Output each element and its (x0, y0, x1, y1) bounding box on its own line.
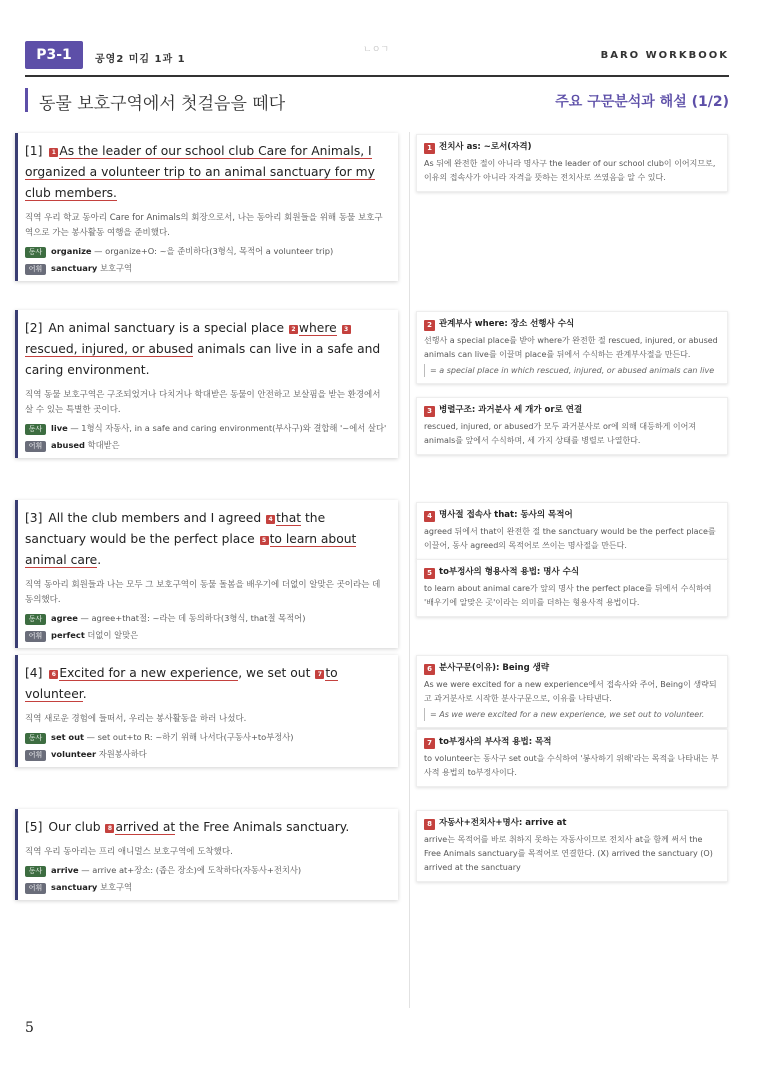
sentence-text: to volunteer (25, 666, 338, 701)
english-sentence (25, 663, 390, 705)
verb-word: live (51, 423, 68, 433)
section-title: 주요 구문분석과 해설 (1/2) (555, 94, 729, 110)
verb-desc: — set out+to R: ~하기 위해 나서다(구동사+to부정사) (84, 732, 294, 742)
note-example: = As we were excited for a new experience, we set out to volunteer. (424, 708, 720, 721)
note-example: = a special place in which rescued, injured, or abused animals can live (424, 364, 720, 377)
sentence-text: An animal sanctuary is a special place (48, 321, 288, 335)
english-sentence (25, 141, 390, 204)
note-number-badge: 1 (424, 143, 435, 154)
verb-row (25, 731, 390, 744)
verb-word: set out (51, 732, 84, 742)
english-sentence (25, 817, 390, 838)
sentence-text: , we set out (238, 666, 315, 680)
verb-desc: — 1형식 자동사, in a safe and caring environment(부사구)와 결합해 '~에서 살다' (67, 423, 387, 433)
vocab-tag: 어휘 (25, 441, 46, 452)
note-number-badge: 8 (424, 819, 435, 830)
brand-label: BARO WORKBOOK (600, 50, 729, 61)
note-box-5 (416, 559, 728, 617)
verb-row (25, 422, 390, 435)
note-box-3 (416, 397, 728, 455)
note-heading (424, 404, 720, 417)
verb-word: organize (51, 246, 92, 256)
vocab-desc: 자원봉사하다 (96, 749, 147, 759)
vocab-row (25, 262, 390, 275)
note-marker: 3 (342, 325, 351, 334)
vocab-desc: 보호구역 (97, 263, 133, 273)
sentence-text: to learn about animal care (25, 532, 357, 567)
note-number-badge: 2 (424, 320, 435, 331)
verb-word: agree (51, 613, 78, 623)
verb-desc: — agree+that절: ~라는 데 동의하다(3형식, that절 목적어) (77, 613, 306, 623)
sentence-text: where (298, 321, 337, 335)
note-heading (424, 566, 720, 579)
vocab-desc: 학대받은 (84, 440, 120, 450)
verb-tag: 동사 (25, 866, 46, 877)
note-heading (424, 736, 720, 749)
vocab-tag: 어휘 (25, 264, 46, 275)
note-title: 자동사+전치사+명사: arrive at (439, 818, 567, 828)
korean-translation: 직역 우리 동아리는 프리 애니멀스 보호구역에 도착했다. (25, 847, 233, 857)
sentence-text: Excited for a new experience (59, 666, 239, 680)
english-sentence (25, 508, 390, 571)
verb-tag: 동사 (25, 614, 46, 625)
note-heading (424, 509, 720, 522)
note-marker: 1 (49, 148, 58, 157)
verb-word: arrive (51, 865, 79, 875)
verb-row (25, 612, 390, 625)
sentence-text (337, 321, 341, 335)
vocab-tag: 어휘 (25, 883, 46, 894)
page-number: 5 (25, 1020, 34, 1036)
note-body: 선행사 a special place를 받아 where가 완전한 절 rescued, injured, or abused animals can live를 이끌며 place를 뒤에서 수식하는 관계부사절을 만든다. (424, 336, 718, 359)
note-number-badge: 4 (424, 511, 435, 522)
vocab-word: abused (51, 440, 85, 450)
verb-desc: — arrive at+장소: (좁은 장소)에 도착하다(자동사+전치사) (78, 865, 302, 875)
sentence-text: arrived at (115, 820, 176, 834)
note-number-badge: 5 (424, 568, 435, 579)
vocab-word: sanctuary (51, 263, 98, 273)
header-mark: ㄴㅇㄱ (363, 45, 390, 55)
vocab-row (25, 439, 390, 452)
sentence-text: the sanctuary would be the perfect place (25, 511, 326, 546)
lesson-subtitle: 공영2 미김 1과 1 (95, 54, 186, 65)
note-box-6 (416, 655, 728, 728)
sentence-text: . (97, 553, 102, 567)
note-marker: 7 (315, 670, 324, 679)
note-body: to learn about animal care가 앞의 명사 the perfect place를 뒤에서 수식하여 '배우기에 알맞은 곳'이라는 의미를 더하는 형용사적 용법이다. (424, 584, 712, 607)
note-box-1 (416, 134, 728, 192)
sentence-card-4 (15, 655, 398, 767)
note-marker: 4 (266, 515, 275, 524)
note-box-8 (416, 810, 728, 882)
sentence-text: that (276, 511, 302, 525)
verb-row (25, 864, 390, 877)
sentence-text: Our club (48, 820, 105, 834)
note-title: to부정사의 부사적 용법: 목적 (439, 737, 552, 747)
note-box-2 (416, 311, 728, 384)
sentence-number: [1] (25, 144, 43, 158)
sentence-text: animals can live in a safe and caring environment. (25, 342, 381, 377)
note-body: arrive는 목적어를 바로 취하지 못하는 자동사이므로 전치사 at을 함께 써서 the Free Animals sanctuary를 목적어로 연결한다. (X) arrived the sanctuary (O) arrived at the sanctuary (424, 835, 713, 872)
note-number-badge: 3 (424, 406, 435, 417)
note-title: 관계부사 where: 장소 선행사 수식 (439, 319, 575, 329)
verb-tag: 동사 (25, 247, 46, 258)
sentence-text: All the club members and I agreed (48, 511, 266, 525)
note-marker: 2 (289, 325, 298, 334)
sentence-card-1 (15, 133, 398, 281)
note-heading (424, 318, 720, 331)
column-divider (409, 132, 410, 1008)
sentence-card-5 (15, 809, 398, 900)
vocab-word: perfect (51, 630, 85, 640)
note-body: agreed 뒤에서 that이 완전한 절 the sanctuary would be the perfect place를 이끌어, 동사 agreed의 목적어로 쓰이는 명사절을 만든다. (424, 527, 716, 550)
note-body: rescued, injured, or abused가 모두 과거분사로 or에 의해 대등하게 이어져 animals를 앞에서 수식하며, 세 가지 상태를 병렬로 나열한다. (424, 422, 697, 445)
verb-row (25, 245, 390, 258)
note-title: 분사구문(이유): Being 생략 (439, 663, 550, 673)
note-body: As we were excited for a new experience에서 접속사와 주어, Being이 생략되고 과거분사로 시작한 분사구문으로, 이유를 나타낸다. (424, 680, 717, 703)
vocab-tag: 어휘 (25, 750, 46, 761)
sentence-number: [3] (25, 511, 43, 525)
note-title: 전치사 as: ~로서(자격) (439, 142, 532, 152)
sentence-card-2 (15, 310, 398, 458)
verb-tag: 동사 (25, 424, 46, 435)
page-title: 동물 보호구역에서 첫걸음을 떼다 (39, 94, 286, 114)
verb-tag: 동사 (25, 733, 46, 744)
korean-translation: 직역 우리 학교 동아리 Care for Animals의 회장으로서, 나는 동아리 회원들을 위해 동물 보호구역으로 가는 봉사활동 여행을 준비했다. (25, 213, 383, 238)
title-bar (25, 88, 729, 112)
page-header (25, 40, 729, 74)
note-marker: 8 (105, 824, 114, 833)
sentence-text: rescued, injured, or abused (25, 342, 194, 356)
note-marker: 6 (49, 670, 58, 679)
note-box-7 (416, 729, 728, 787)
sentence-number: [4] (25, 666, 43, 680)
note-heading (424, 141, 720, 154)
note-box-4 (416, 502, 728, 560)
sentence-text: As the leader of our school club Care for Animals, I organized a volunteer trip to an animal sanctuary for my club members. (25, 144, 375, 200)
vocab-word: volunteer (51, 749, 97, 759)
vocab-row (25, 748, 390, 761)
note-title: to부정사의 형용사적 용법: 명사 수식 (439, 567, 580, 577)
sentence-text: . (82, 687, 87, 701)
note-heading (424, 662, 720, 675)
sentence-number: [2] (25, 321, 43, 335)
header-rule (25, 75, 729, 77)
vocab-desc: 더없이 알맞은 (84, 630, 139, 640)
note-number-badge: 6 (424, 664, 435, 675)
sentence-text: the Free Animals sanctuary. (175, 820, 350, 834)
note-number-badge: 7 (424, 738, 435, 749)
verb-desc: — organize+O: ~을 준비하다(3형식, 목적어 a volunteer trip) (91, 246, 334, 256)
vocab-desc: 보호구역 (97, 882, 133, 892)
korean-translation: 직역 동물 보호구역은 구조되었거나 다치거나 학대받은 동물이 안전하고 보살핌을 받는 환경에서 살 수 있는 특별한 곳이다. (25, 390, 381, 415)
sentence-number: [5] (25, 820, 43, 834)
note-heading (424, 817, 720, 830)
title-accent-bar (25, 88, 28, 112)
vocab-row (25, 629, 390, 642)
vocab-tag: 어휘 (25, 631, 46, 642)
korean-translation: 직역 새로운 경험에 들떠서, 우리는 봉사활동을 하러 나섰다. (25, 714, 247, 724)
vocab-word: sanctuary (51, 882, 98, 892)
lesson-badge: P3-1 (25, 41, 83, 69)
note-body: to volunteer는 동사구 set out을 수식하여 '봉사하기 위해'라는 목적을 나타내는 부사적 용법의 to부정사이다. (424, 754, 719, 777)
note-title: 병렬구조: 과거분사 세 개가 or로 연결 (439, 405, 583, 415)
korean-translation: 직역 동아리 회원들과 나는 모두 그 보호구역이 동물 돌봄을 배우기에 더없이 알맞은 곳이라는 데 동의했다. (25, 580, 381, 605)
sentence-card-3 (15, 500, 398, 648)
note-body: As 뒤에 완전한 절이 아니라 명사구 the leader of our school club이 이어지므로, 이유의 접속사가 아니라 자격을 뜻하는 전치사로 쓰였음을 알 수 있다. (424, 159, 716, 182)
vocab-row (25, 881, 390, 894)
note-marker: 5 (260, 536, 269, 545)
note-title: 명사절 접속사 that: 동사의 목적어 (439, 510, 573, 520)
english-sentence (25, 318, 390, 381)
